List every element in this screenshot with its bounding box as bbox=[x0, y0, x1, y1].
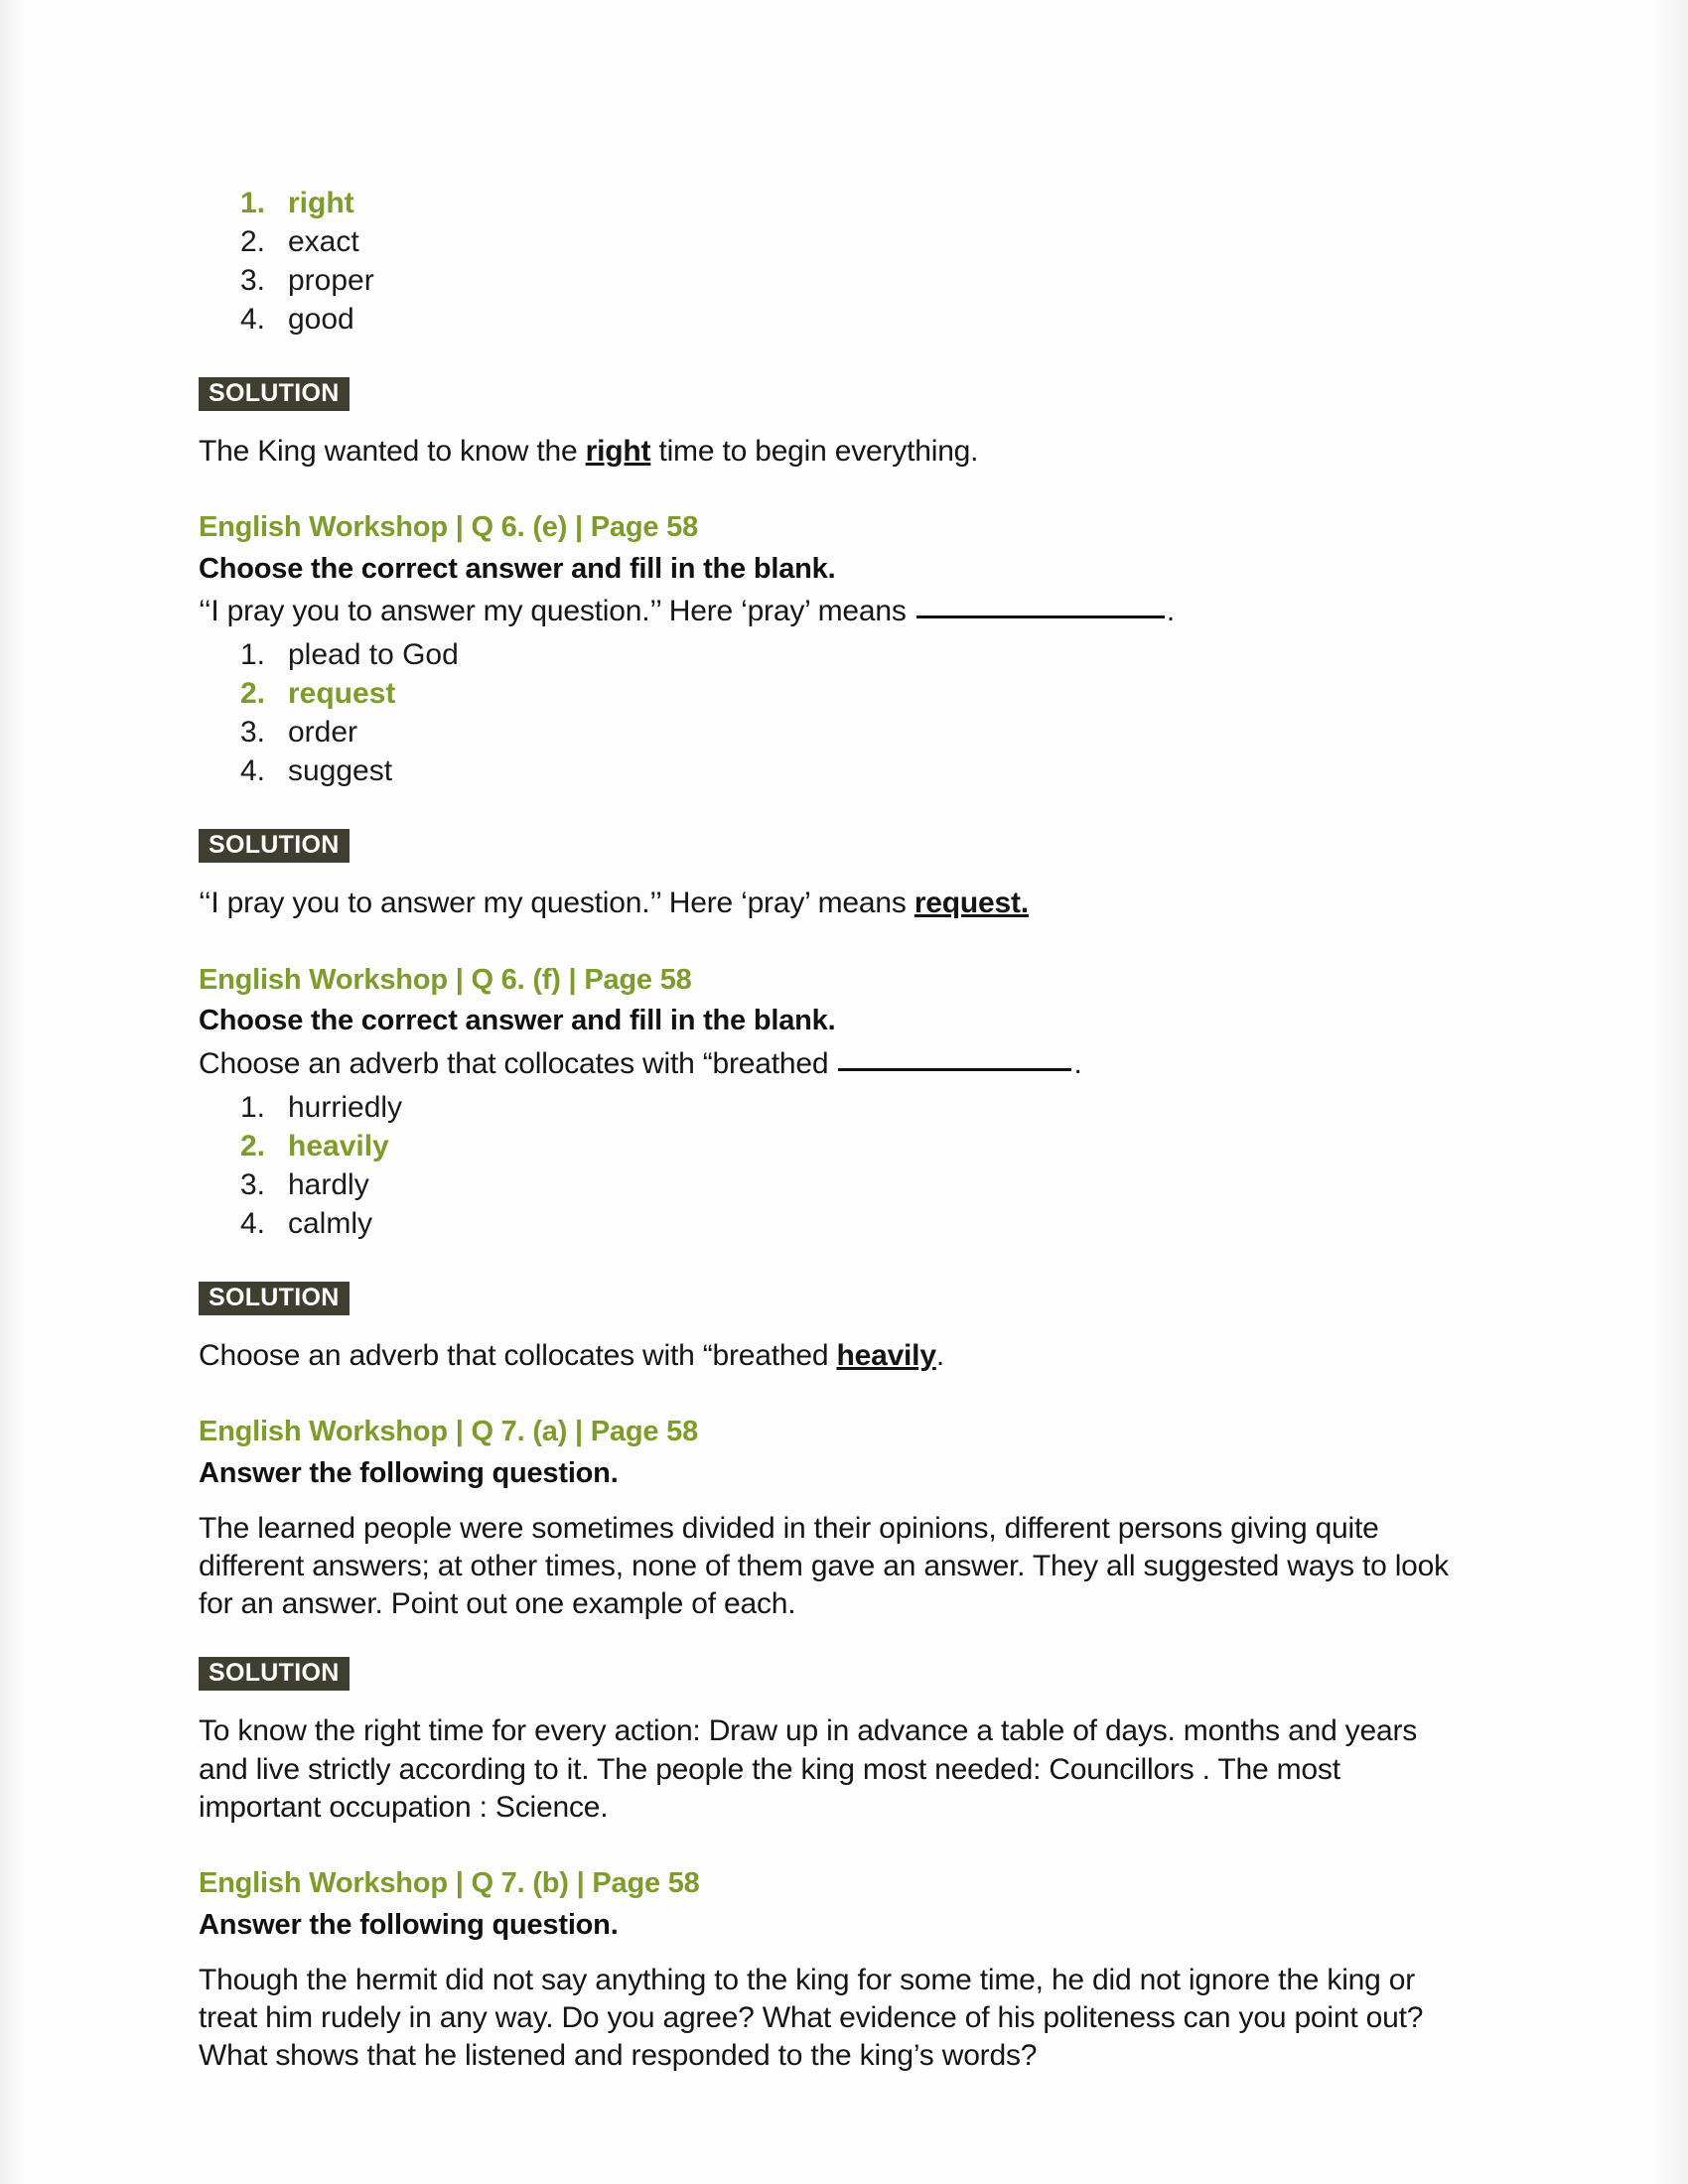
question-prefix: Choose an adverb that collocates with “breathed bbox=[199, 1046, 837, 1080]
question-prefix: ‘‘I pray you to answer my question.’’ Here ‘pray’ means bbox=[199, 595, 914, 628]
list-item bbox=[240, 1206, 1460, 1248]
option-number: 3. bbox=[240, 716, 266, 750]
options-list-q6f bbox=[199, 1090, 1460, 1248]
option-number: 2. bbox=[240, 225, 266, 258]
option-label: suggest bbox=[288, 754, 393, 788]
question-text-q7b: Though the hermit did not say anything to the king for some time, he did not ignore the king or treat him rudely in any way. Do you agree? What evidence of his politeness can you point out? What shows that he listened and responded to the king’s words? bbox=[199, 1963, 1424, 2073]
question-text-q7a: The learned people were sometimes divided in their opinions, different persons giving quite different answers; at other times, none of them gave an answer. They all suggested ways to look for an answer. Point out one example of each. bbox=[199, 1512, 1449, 1621]
solution-prefix: ‘‘I pray you to answer my question.’’ Here ‘pray’ means bbox=[199, 887, 914, 920]
document-content bbox=[199, 189, 1460, 2075]
option-number: 1. bbox=[240, 187, 266, 219]
option-label: hardly bbox=[288, 1167, 369, 1201]
option-number: 4. bbox=[240, 754, 266, 788]
solution-text-q6e bbox=[199, 885, 1460, 922]
question-heading-q7b: English Workshop | Q 7. (b) | Page 58 bbox=[199, 1866, 700, 1899]
question-heading-q6f: English Workshop | Q 6. (f) | Page 58 bbox=[199, 963, 692, 996]
option-number: 3. bbox=[240, 264, 266, 297]
fill-in-blank bbox=[916, 615, 1165, 618]
option-label: good bbox=[288, 303, 354, 336]
option-label: hurriedly bbox=[288, 1090, 403, 1124]
option-number: 3. bbox=[240, 1167, 266, 1201]
solution-suffix: . bbox=[935, 1338, 944, 1372]
option-label: plead to God bbox=[288, 638, 459, 672]
solution-answer: heavily bbox=[836, 1338, 936, 1372]
options-list-q6d bbox=[199, 189, 1460, 343]
solution-text-q7a: To know the right time for every action: Draw up in advance a table of days. months and years and live strictly according to it. The people the king most needed: Councillors . The most important occupation : Science. bbox=[199, 1714, 1418, 1824]
option-number: 4. bbox=[240, 1206, 266, 1240]
solution-badge: SOLUTION bbox=[199, 829, 350, 863]
list-item bbox=[240, 266, 1460, 305]
list-item bbox=[240, 756, 1460, 795]
option-number: 1. bbox=[240, 638, 266, 672]
question-text-q6e bbox=[199, 593, 1460, 630]
question-suffix: . bbox=[1073, 1046, 1082, 1080]
option-label: proper bbox=[288, 264, 374, 297]
option-label: calmly bbox=[288, 1206, 373, 1240]
solution-badge: SOLUTION bbox=[199, 377, 350, 411]
solution-answer: request. bbox=[914, 887, 1029, 920]
solution-answer: right bbox=[585, 435, 651, 468]
option-number: 4. bbox=[240, 303, 266, 336]
option-label: order bbox=[288, 716, 358, 750]
question-instruction-q7b: Answer the following question. bbox=[199, 1908, 619, 1941]
fill-in-blank bbox=[838, 1068, 1071, 1071]
question-instruction-q7a: Answer the following question. bbox=[199, 1456, 619, 1489]
option-label: heavily bbox=[288, 1129, 389, 1162]
solution-prefix: Choose an adverb that collocates with “breathed bbox=[199, 1338, 837, 1372]
list-item bbox=[240, 189, 1460, 227]
solution-badge: SOLUTION bbox=[199, 1282, 350, 1315]
option-label: right bbox=[288, 187, 354, 219]
option-label: exact bbox=[288, 225, 359, 258]
list-item bbox=[240, 1129, 1460, 1170]
question-heading-q6e: English Workshop | Q 6. (e) | Page 58 bbox=[199, 511, 699, 544]
list-item bbox=[240, 718, 1460, 756]
list-item bbox=[240, 227, 1460, 266]
question-instruction-q6e: Choose the correct answer and fill in the blank. bbox=[199, 552, 836, 585]
list-item bbox=[240, 1167, 1460, 1209]
question-text-q6f bbox=[199, 1045, 1460, 1083]
list-item bbox=[240, 640, 1460, 679]
question-heading-q7a: English Workshop | Q 7. (a) | Page 58 bbox=[199, 1415, 699, 1447]
option-number: 2. bbox=[240, 677, 266, 711]
solution-text-q6d bbox=[199, 433, 1460, 471]
option-label: request bbox=[288, 677, 396, 711]
list-item bbox=[240, 679, 1460, 718]
solution-prefix: The King wanted to know the bbox=[199, 435, 586, 468]
solution-text-q6f bbox=[199, 1337, 1460, 1375]
option-number: 1. bbox=[240, 1090, 266, 1124]
solution-suffix: time to begin everything. bbox=[650, 435, 979, 468]
list-item bbox=[240, 305, 1460, 343]
question-suffix: . bbox=[1166, 595, 1175, 628]
question-instruction-q6f: Choose the correct answer and fill in the blank. bbox=[199, 1005, 836, 1037]
list-item bbox=[240, 1090, 1460, 1132]
solution-badge: SOLUTION bbox=[199, 1657, 350, 1691]
option-number: 2. bbox=[240, 1129, 266, 1162]
options-list-q6e bbox=[199, 640, 1460, 795]
